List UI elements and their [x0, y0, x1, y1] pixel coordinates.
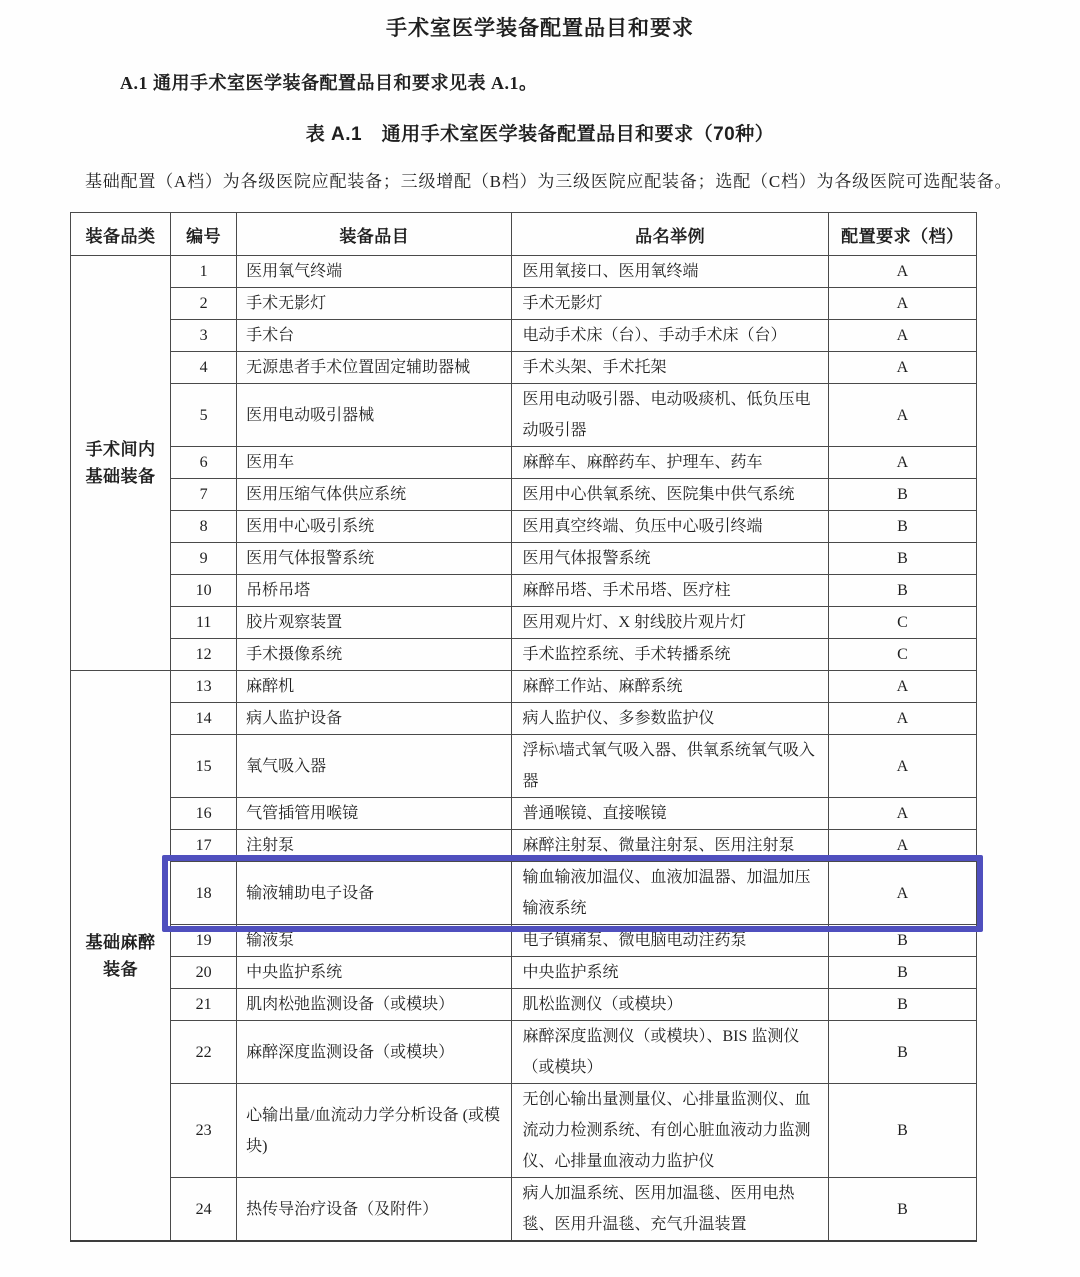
row-number-cell: 2 — [171, 288, 237, 320]
row-number-cell: 24 — [171, 1178, 237, 1242]
grade-cell: A — [828, 320, 976, 352]
examples-cell: 麻醉工作站、麻醉系统 — [512, 671, 828, 703]
row-number-cell: 23 — [171, 1084, 237, 1178]
item-cell: 麻醉机 — [237, 671, 512, 703]
row-number-cell: 1 — [171, 256, 237, 288]
page-title: 手术室医学装备配置品目和要求 — [386, 17, 694, 40]
grade-cell: C — [828, 607, 976, 639]
item-cell: 医用车 — [237, 447, 512, 479]
table-row — [71, 925, 977, 957]
grade-cell: A — [828, 735, 976, 798]
item-cell: 医用压缩气体供应系统 — [237, 479, 512, 511]
row-number-cell: 20 — [171, 957, 237, 989]
row-number-cell: 17 — [171, 830, 237, 862]
grade-cell: A — [828, 447, 976, 479]
item-cell: 热传导治疗设备（及附件） — [237, 1178, 512, 1242]
grade-cell: A — [828, 830, 976, 862]
row-number-cell: 12 — [171, 639, 237, 671]
examples-cell: 手术监控系统、手术转播系统 — [512, 639, 828, 671]
row-number-cell: 3 — [171, 320, 237, 352]
intro-text: A.1 通用手术室医学装备配置品目和要求见表 A.1。 — [120, 73, 538, 93]
item-cell: 心输出量/血流动力学分析设备 (或模块) — [237, 1084, 512, 1178]
row-number-cell: 16 — [171, 798, 237, 830]
table-row — [71, 671, 977, 703]
category-cell: 手术间内基础装备 — [71, 256, 171, 671]
examples-cell: 病人加温系统、医用加温毯、医用电热毯、医用升温毯、充气升温装置 — [512, 1178, 828, 1242]
header-examples: 品名举例 — [512, 213, 828, 256]
table-caption: 表 A.1 通用手术室医学装备配置品目和要求（70种） — [305, 124, 775, 145]
table-row — [71, 511, 977, 543]
examples-cell: 医用真空终端、负压中心吸引终端 — [512, 511, 828, 543]
item-cell: 麻醉深度监测设备（或模块） — [237, 1021, 512, 1084]
item-cell: 手术无影灯 — [237, 288, 512, 320]
grade-cell: A — [828, 671, 976, 703]
examples-cell: 电动手术床（台）、手动手术床（台） — [512, 320, 828, 352]
examples-cell: 医用中心供氧系统、医院集中供气系统 — [512, 479, 828, 511]
examples-cell: 医用氧接口、医用氧终端 — [512, 256, 828, 288]
examples-cell: 手术头架、手术托架 — [512, 352, 828, 384]
item-cell: 氧气吸入器 — [237, 735, 512, 798]
row-number-cell: 9 — [171, 543, 237, 575]
examples-cell: 医用气体报警系统 — [512, 543, 828, 575]
row-number-cell: 13 — [171, 671, 237, 703]
grade-cell: A — [828, 862, 976, 925]
table-row — [71, 288, 977, 320]
item-cell: 中央监护系统 — [237, 957, 512, 989]
table-row — [71, 862, 977, 925]
table-row — [71, 447, 977, 479]
table-row — [71, 384, 977, 447]
table-row — [71, 989, 977, 1021]
item-cell: 输液泵 — [237, 925, 512, 957]
table-row — [71, 256, 977, 288]
config-note: 基础配置（A档）为各级医院应配装备；三级增配（B档）为三级医院应配装备；选配（C档）为各级医院可选配装备。 — [85, 172, 1013, 191]
header-grade: 配置要求（档） — [828, 213, 976, 256]
examples-cell: 医用电动吸引器、电动吸痰机、低负压电动吸引器 — [512, 384, 828, 447]
examples-cell: 麻醉注射泵、微量注射泵、医用注射泵 — [512, 830, 828, 862]
table-row — [71, 735, 977, 798]
examples-cell: 医用观片灯、X 射线胶片观片灯 — [512, 607, 828, 639]
row-number-cell: 6 — [171, 447, 237, 479]
grade-cell: A — [828, 288, 976, 320]
table-row — [71, 703, 977, 735]
table-row — [71, 575, 977, 607]
grade-cell: B — [828, 511, 976, 543]
examples-cell: 输血输液加温仪、血液加温器、加温加压输液系统 — [512, 862, 828, 925]
grade-cell: B — [828, 925, 976, 957]
item-cell: 手术台 — [237, 320, 512, 352]
grade-cell: B — [828, 543, 976, 575]
header-number: 编号 — [171, 213, 237, 256]
table-header-row — [71, 213, 977, 256]
examples-cell: 无创心输出量测量仪、心排量监测仪、血流动力检测系统、有创心脏血液动力监测仪、心排量血液动力监护仪 — [512, 1084, 828, 1178]
examples-cell: 手术无影灯 — [512, 288, 828, 320]
row-number-cell: 11 — [171, 607, 237, 639]
item-cell: 医用电动吸引器械 — [237, 384, 512, 447]
item-cell: 手术摄像系统 — [237, 639, 512, 671]
item-cell: 注射泵 — [237, 830, 512, 862]
table-row — [71, 798, 977, 830]
row-number-cell: 4 — [171, 352, 237, 384]
grade-cell: A — [828, 798, 976, 830]
row-number-cell: 8 — [171, 511, 237, 543]
table-row — [71, 479, 977, 511]
examples-cell: 浮标\墙式氧气吸入器、供氧系统氧气吸入器 — [512, 735, 828, 798]
examples-cell: 病人监护仪、多参数监护仪 — [512, 703, 828, 735]
examples-cell: 麻醉深度监测仪（或模块）、BIS 监测仪（或模块） — [512, 1021, 828, 1084]
row-number-cell: 15 — [171, 735, 237, 798]
equipment-table — [70, 212, 977, 1242]
item-cell: 吊桥吊塔 — [237, 575, 512, 607]
grade-cell: B — [828, 1084, 976, 1178]
table-row — [71, 543, 977, 575]
row-number-cell: 10 — [171, 575, 237, 607]
row-number-cell: 14 — [171, 703, 237, 735]
category-cell: 基础麻醉装备 — [71, 671, 171, 1242]
row-number-cell: 18 — [171, 862, 237, 925]
table-body — [71, 256, 977, 1242]
table-row — [71, 830, 977, 862]
examples-cell: 中央监护系统 — [512, 957, 828, 989]
item-cell: 医用氧气终端 — [237, 256, 512, 288]
item-cell: 气管插管用喉镜 — [237, 798, 512, 830]
table-row — [71, 607, 977, 639]
item-cell: 医用气体报警系统 — [237, 543, 512, 575]
table-row — [71, 1178, 977, 1242]
examples-cell: 电子镇痛泵、微电脑电动注药泵 — [512, 925, 828, 957]
table-row — [71, 1021, 977, 1084]
table-row — [71, 957, 977, 989]
examples-cell: 普通喉镜、直接喉镜 — [512, 798, 828, 830]
examples-cell: 麻醉吊塔、手术吊塔、医疗柱 — [512, 575, 828, 607]
item-cell: 无源患者手术位置固定辅助器械 — [237, 352, 512, 384]
grade-cell: A — [828, 384, 976, 447]
grade-cell: B — [828, 1178, 976, 1242]
row-number-cell: 7 — [171, 479, 237, 511]
item-cell: 输液辅助电子设备 — [237, 862, 512, 925]
item-cell: 病人监护设备 — [237, 703, 512, 735]
grade-cell: A — [828, 352, 976, 384]
grade-cell: A — [828, 256, 976, 288]
grade-cell: B — [828, 479, 976, 511]
table-row — [71, 639, 977, 671]
grade-cell: A — [828, 703, 976, 735]
grade-cell: B — [828, 1021, 976, 1084]
grade-cell: C — [828, 639, 976, 671]
examples-cell: 肌松监测仪（或模块） — [512, 989, 828, 1021]
table-row — [71, 352, 977, 384]
item-cell: 肌肉松弛监测设备（或模块） — [237, 989, 512, 1021]
table-row — [71, 1084, 977, 1178]
grade-cell: B — [828, 957, 976, 989]
row-number-cell: 5 — [171, 384, 237, 447]
row-number-cell: 19 — [171, 925, 237, 957]
item-cell: 医用中心吸引系统 — [237, 511, 512, 543]
row-number-cell: 22 — [171, 1021, 237, 1084]
row-number-cell: 21 — [171, 989, 237, 1021]
header-item: 装备品目 — [237, 213, 512, 256]
item-cell: 胶片观察装置 — [237, 607, 512, 639]
examples-cell: 麻醉车、麻醉药车、护理车、药车 — [512, 447, 828, 479]
grade-cell: B — [828, 575, 976, 607]
table-row — [71, 320, 977, 352]
grade-cell: B — [828, 989, 976, 1021]
header-category: 装备品类 — [71, 213, 171, 256]
